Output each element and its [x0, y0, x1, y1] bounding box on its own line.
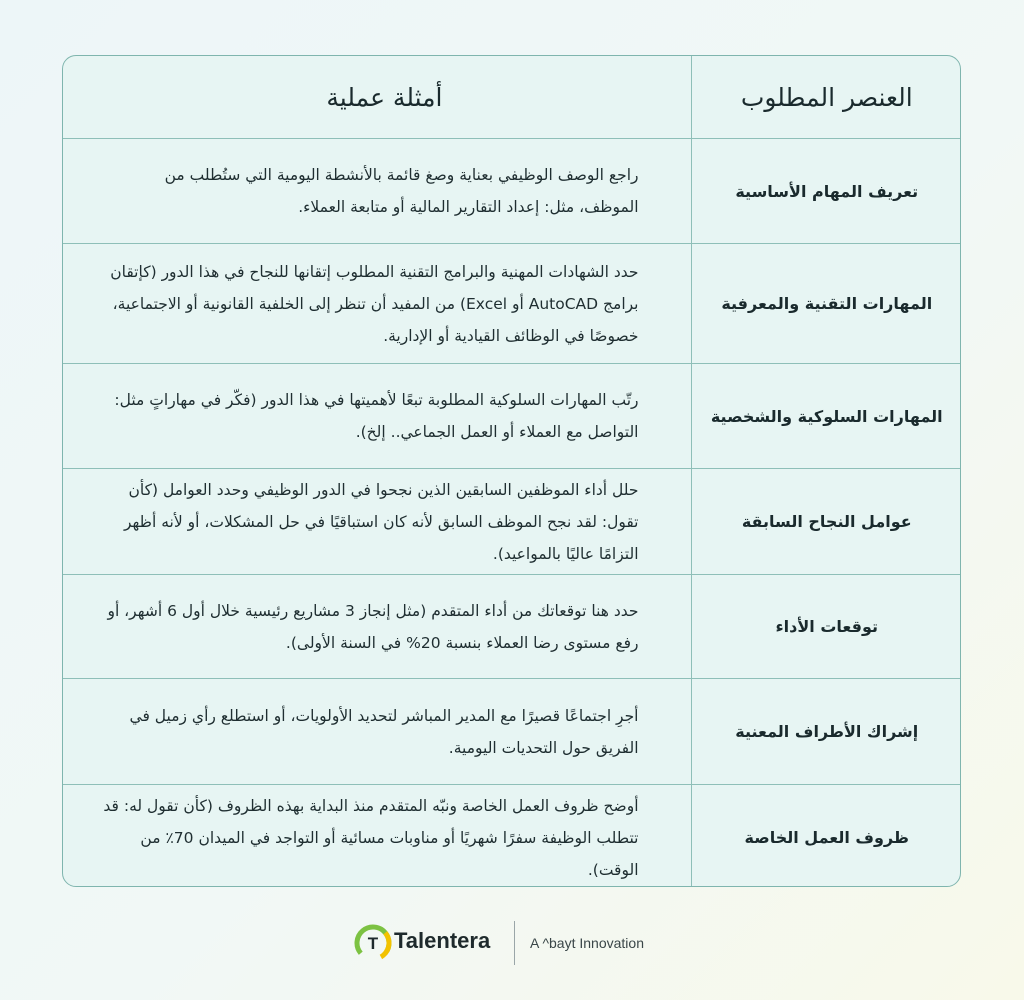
- table-row: [63, 244, 961, 364]
- row-element: إشراك الأطراف المعنية: [691, 679, 961, 785]
- tagline: A ^bayt Innovation: [530, 935, 644, 951]
- row-element: تعريف المهام الأساسية: [691, 139, 961, 244]
- table-header-row: [63, 56, 961, 139]
- footer: [0, 915, 1024, 971]
- requirements-table: [63, 56, 961, 887]
- row-example: حدد هنا توقعاتك من أداء المتقدم (مثل إنجاز 3 مشاريع رئيسية خلال أول 6 أشهر، أو رفع مستوى رضا العملاء بنسبة 20% في السنة الأولى).: [63, 575, 691, 679]
- footer-divider: [514, 921, 515, 965]
- row-example: رتّب المهارات السلوكية المطلوبة تبعًا لأهميتها في هذا الدور (فكّر في مهاراتٍ مثل: التواصل مع العملاء أو العمل الجماعي.. إلخ).: [63, 364, 691, 469]
- row-element: ظروف العمل الخاصة: [691, 785, 961, 888]
- row-element: توقعات الأداء: [691, 575, 961, 679]
- table-row: [63, 785, 961, 888]
- table-row: [63, 679, 961, 785]
- brand-name: Talentera: [394, 928, 491, 953]
- header-examples: أمثلة عملية: [63, 56, 691, 139]
- row-example: أوضح ظروف العمل الخاصة ونبّه المتقدم منذ البداية بهذه الظروف (كأن تقول له: قد تتطلب الوظيفة سفرًا شهريًا أو مناوبات مسائية أو التواجد في الميدان 70٪ من الوقت).: [63, 785, 691, 888]
- row-example: حدد الشهادات المهنية والبرامج التقنية المطلوب إتقانها للنجاح في هذا الدور (كإتقان برامج AutoCAD أو Excel) من المفيد أن تنظر إلى الخلفية القانونية أو الاجتماعية، خصوصًا في الوظائف القيادية أو الإدارية.: [63, 244, 691, 364]
- talentera-logo-icon: [354, 924, 392, 966]
- table-row: [63, 469, 961, 575]
- header-element: العنصر المطلوب: [691, 56, 961, 139]
- row-example: أجرِ اجتماعًا قصيرًا مع المدير المباشر لتحديد الأولويات، أو استطلع رأي زميل في الفريق حول التحديات اليومية.: [63, 679, 691, 785]
- row-element: المهارات التقنية والمعرفية: [691, 244, 961, 364]
- row-element: عوامل النجاح السابقة: [691, 469, 961, 575]
- logo-letter: T: [367, 934, 379, 953]
- table-row: [63, 364, 961, 469]
- row-example: حلل أداء الموظفين السابقين الذين نجحوا في الدور الوظيفي وحدد العوامل (كأن تقول: لقد نجح الموظف السابق لأنه كان استباقيًا في حل المشكلات، أو لأنه أظهر التزامًا عاليًا بالمواعيد).: [63, 469, 691, 575]
- requirements-table-card: [62, 55, 961, 887]
- row-element: المهارات السلوكية والشخصية: [691, 364, 961, 469]
- table-row: [63, 575, 961, 679]
- table-row: [63, 139, 961, 244]
- row-example: راجع الوصف الوظيفي بعناية وصغ قائمة بالأنشطة اليومية التي ستُطلب من الموظف، مثل: إعداد التقارير المالية أو متابعة العملاء.: [63, 139, 691, 244]
